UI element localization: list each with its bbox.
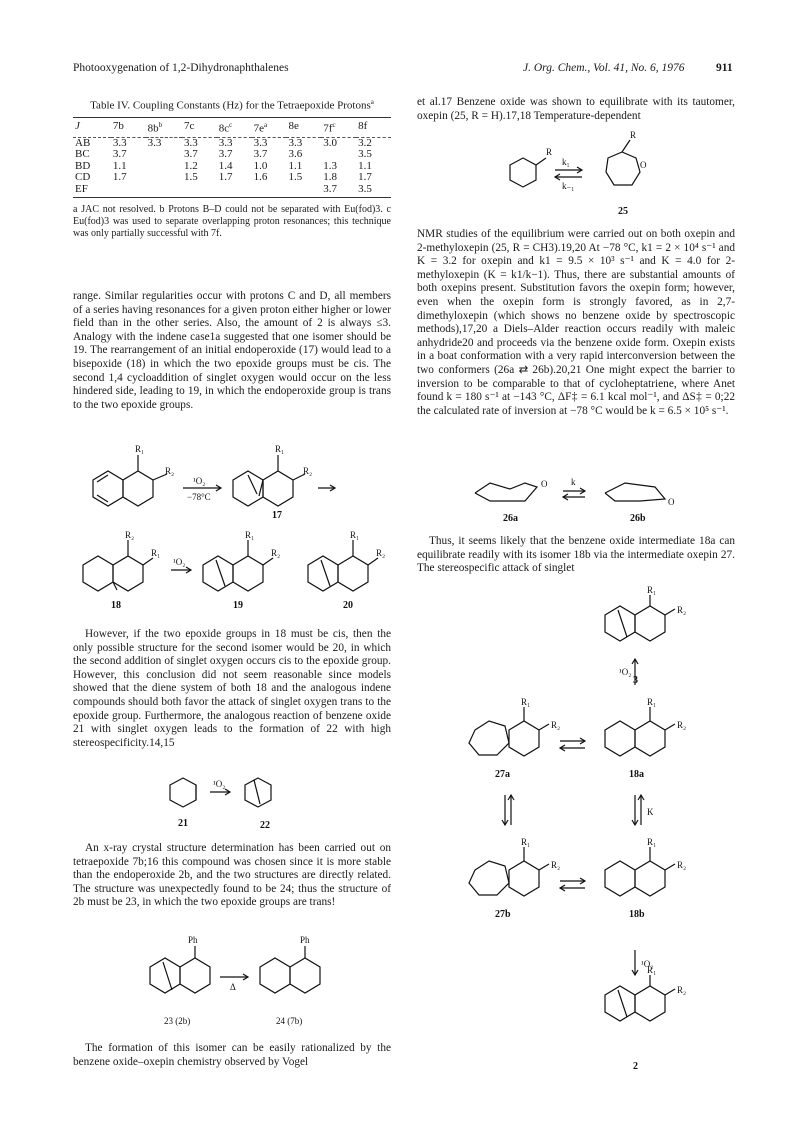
compound-24-label: 24 (7b) <box>276 1016 303 1026</box>
table-cell: BC <box>75 148 90 161</box>
table-cell: 1.7 <box>218 171 233 184</box>
compound-21-label: 21 <box>178 818 188 829</box>
compound-26b-label: 26b <box>630 513 646 524</box>
r1-label: R₁ <box>647 965 657 975</box>
compound-18b-label: 18b <box>629 909 645 920</box>
right-text-3 <box>417 535 735 583</box>
r1-label: R₁ <box>521 697 531 707</box>
o-label: O <box>640 160 647 170</box>
o-label: O <box>668 497 675 507</box>
table-cell: 3.7 <box>183 148 198 161</box>
scheme-21-22 <box>150 770 310 832</box>
paragraph: Thus, it seems likely that the benzene oxide intermediate 18a can equilibrate readily with its isomer 18b via the intermediate oxepin 27. The stereospecific attack of singlet <box>417 535 735 575</box>
r2-label: R₂ <box>303 466 313 476</box>
r2-label: R₂ <box>677 720 687 730</box>
r2-label: R₂ <box>677 605 687 615</box>
table-cell: 3.7 <box>323 182 338 195</box>
km1-label: k₋₁ <box>562 181 575 191</box>
o2-label: ¹O₂ <box>619 667 632 677</box>
compound-23-label: 23 (2b) <box>164 1016 191 1026</box>
left-column <box>73 96 391 240</box>
left-text-3 <box>73 842 391 917</box>
r1-label: R₁ <box>647 837 657 847</box>
table-header-cell: 7b <box>111 117 146 137</box>
r1-label: R₁ <box>151 548 161 558</box>
table-cell: 1.2 <box>183 159 198 172</box>
table-cell: 1.4 <box>218 159 233 172</box>
paragraph: The formation of this isomer can be easily rationalized by the benzene oxide–oxepin chemistry observed by Vogel <box>73 1042 391 1068</box>
compound-27a-label: 27a <box>495 769 510 780</box>
r-label: R <box>546 147 553 157</box>
table-header-cell: 8e <box>286 117 321 137</box>
coupling-table <box>73 117 391 196</box>
left-text-4 <box>73 1042 391 1076</box>
left-text-2 <box>73 628 391 757</box>
r2-label: R₂ <box>165 466 175 476</box>
table-header-cell: 7c <box>182 117 217 137</box>
table-cell <box>217 184 252 196</box>
table-cell: 3.0 <box>323 136 338 149</box>
table-cell: AB <box>75 136 91 149</box>
scheme-27-18 <box>455 585 745 1085</box>
table-cell: 3.3 <box>183 136 198 149</box>
table-cell: EF <box>75 182 88 195</box>
r1-label: R₁ <box>350 530 360 540</box>
r2-label: R₂ <box>677 985 687 995</box>
r1-label: R₁ <box>245 530 255 540</box>
o2-label: ¹O₂ <box>213 779 226 789</box>
compound-22-label: 22 <box>260 820 270 831</box>
table-cell <box>252 184 287 196</box>
table-cell <box>146 149 182 161</box>
o2-label: ¹O₂ <box>641 959 654 969</box>
table-cell <box>182 184 217 196</box>
table-cell: 3.7 <box>218 148 233 161</box>
compound-26a-label: 26a <box>503 513 518 524</box>
table-cell: 1.0 <box>253 159 268 172</box>
table-row <box>73 172 391 184</box>
table-header-row <box>73 117 391 137</box>
table-footnote: a JAC not resolved. b Protons B–D could not be separated with Eu(fod)3. c Eu(fod)3 was used to separate overlapping proton resonances; this technique was only partially successful with 7f. <box>73 204 391 240</box>
compound-17-label: 17 <box>272 510 282 521</box>
compound-25-label: 25 <box>618 206 628 217</box>
table-cell <box>286 184 321 196</box>
r-label: R <box>630 130 637 140</box>
ph-label: Ph <box>188 935 198 945</box>
paragraph: However, if the two epoxide groups in 18 must be cis, then the only possible structure for the second isomer would be 20, in which the second addition of singlet oxygen occurs cis to the epoxide group. However, this conclusion did not seem reasonable since models showed that the diene system of both 18 and the analogous indene compounds should both favor the attack of singlet oxygen trans to the epoxide group. Furthermore, the analogous reaction of benzene oxide 21 with singlet oxygen leads to the formation of 22 with high stereospecificity.14,15 <box>73 628 391 749</box>
table-cell: BD <box>75 159 91 172</box>
compound-18a-label: 18a <box>629 769 644 780</box>
table-body <box>73 137 391 195</box>
table-cell: 3.5 <box>358 182 372 195</box>
table-cell <box>146 184 182 196</box>
paragraph: An x-ray crystal structure determination has been carried out on tetraepoxide 7b;16 this compound was chosen since it is more stable than the endoperoxide 2b, and the two structures are directly related. The structure was unexpectedly found to be 24; thus the structure of 2b must be 23, in which the two epoxide groups are trans! <box>73 842 391 909</box>
k-label: k <box>571 477 576 487</box>
table-cell <box>146 172 182 184</box>
o2-label: ¹O₂ <box>173 557 186 567</box>
compound-20-label: 20 <box>343 600 353 611</box>
r1-label: R₁ <box>135 444 145 454</box>
table-header-cell: $7f^c$ <box>321 117 356 137</box>
table-header-cell: $8b^b$ <box>146 117 182 137</box>
table-cell: 1.7 <box>112 171 127 184</box>
k-eq-label: K <box>647 807 654 817</box>
table-cell: 1.5 <box>183 171 198 184</box>
left-text-1 <box>73 290 391 419</box>
r2-label: R₂ <box>125 530 135 540</box>
paragraph: NMR studies of the equilibrium were carried out on both oxepin and 2-methyloxepin (25, R = CH3).19,20 At −78 °C, k1 = 2 × 10⁴ s⁻¹ and K = 3.2 for oxepin and k1 = 9.5 × 10³ s⁻¹ and K = 4.0 for 2-methyloxepin (K = k1/k−1). Thus, there are substantial amounts of both oxepins present. Substitution favors the oxepin form; however, even when the oxepin form is strongly favored, as in 2,7-dimethyloxepin (which shows no benzene oxide by spectroscopic methods),17,20 a Diels–Alder reaction occurs readily with maleic anhydride20 and proceeds via the benzene oxide form. Oxepin exists in a boat conformation with a very rapid interconversion between the two conformers (26a ⇄ 26b).20,21 One might expect the barrier to inversion to be comparable to that of cycloheptatriene, where Anet found k = 180 s⁻¹ at −143 °C, ΔF‡ = 6.1 kcal mol⁻¹, and ΔS‡ = 0;22 the calculated rate of inversion at −78 °C would be k = 6.5 × 10⁵ s⁻¹. <box>417 228 735 417</box>
compound-27b-label: 27b <box>495 909 511 920</box>
page-number: 911 <box>716 62 733 74</box>
o-label: O <box>541 479 548 489</box>
compound-2-label: 2 <box>633 1061 638 1072</box>
table-cell: 1.5 <box>288 171 303 184</box>
table-cell: 3.2 <box>358 136 372 149</box>
table-cell: 3.3 <box>288 136 303 149</box>
r1-label: R₁ <box>275 444 285 454</box>
table-cell: 1.3 <box>323 159 338 172</box>
right-text-1 <box>417 96 735 130</box>
table-cell: 1.1 <box>112 159 127 172</box>
table-header-cell: 8f <box>356 117 391 137</box>
right-text-2 <box>417 228 735 425</box>
scheme-17-20 <box>73 430 391 620</box>
table-cell: 3.3 <box>253 136 268 149</box>
journal-citation: J. Org. Chem., Vol. 41, No. 6, 1976 <box>523 62 685 74</box>
o2-label: ¹O₂ <box>193 476 206 486</box>
r1-label: R₁ <box>521 837 531 847</box>
table-cell: 3.7 <box>253 148 268 161</box>
scheme-25 <box>490 130 670 220</box>
r2-label: R₂ <box>551 720 561 730</box>
compound-3-label: 3 <box>633 675 638 686</box>
table-cell: 3.5 <box>358 148 372 161</box>
table-cell: 3.6 <box>288 148 303 161</box>
r1-label: R₁ <box>647 697 657 707</box>
scheme-26 <box>465 465 695 527</box>
table-cell: 1.8 <box>323 171 338 184</box>
table-cell: 1.6 <box>253 171 268 184</box>
table-cell: 3.3 <box>112 136 127 149</box>
table-cell: 3.3 <box>218 136 233 149</box>
ph-label: Ph <box>300 935 310 945</box>
scheme-23-24 <box>130 932 360 1032</box>
table-iv <box>73 96 391 240</box>
table-title: Table IV. Coupling Constants (Hz) for the Tetraepoxide Protons$^a$ <box>90 98 374 112</box>
compound-19-label: 19 <box>233 600 243 611</box>
table-cell <box>111 184 146 196</box>
table-header-cell: $8c^c$ <box>217 117 252 137</box>
table-cell: CD <box>75 171 91 184</box>
paragraph: et al.17 Benzene oxide was shown to equilibrate with its tautomer, oxepin (25, R = H).17,18 Temperature-dependent <box>417 96 735 122</box>
table-header-cell: $7e^a$ <box>252 117 287 137</box>
table-cell: 3.7 <box>112 148 127 161</box>
table-cell: 1.7 <box>358 171 372 184</box>
compound-18-label: 18 <box>111 600 121 611</box>
r2-label: R₂ <box>677 860 687 870</box>
table-header-cell: J <box>73 117 111 137</box>
running-header-left: Photooxygenation of 1,2-Dihydronaphthalenes <box>73 62 289 74</box>
temp-label: −78°C <box>187 492 211 502</box>
r1-label: R₁ <box>647 585 657 595</box>
table-row <box>73 184 391 196</box>
table-cell: 1.1 <box>288 159 303 172</box>
r2-label: R₂ <box>271 548 281 558</box>
table-cell: 1.1 <box>358 159 372 172</box>
table-cell: 3.3 <box>147 136 162 149</box>
k1-label: k₁ <box>562 157 570 167</box>
table-cell <box>146 161 182 173</box>
r2-label: R₂ <box>551 860 561 870</box>
delta-label: Δ <box>230 982 236 992</box>
r2-label: R₂ <box>376 548 386 558</box>
paragraph: range. Similar regularities occur with protons C and D, all members of a series having resonances for a given proton either higher or lower field than in the other series. Also, the amount of 2 is always ≤3. Analogy with the indene case1a suggested that one isomer should be 19. The rearrangement of an initial endoperoxide (17) would lead to a bisepoxide (18) in which the two epoxide groups must be cis. The second 1,4 cycloaddition of singlet oxygen would occur on the less hindered side, leading to 19, in which the endoperoxide group is trans to the two epoxide groups. <box>73 290 391 411</box>
